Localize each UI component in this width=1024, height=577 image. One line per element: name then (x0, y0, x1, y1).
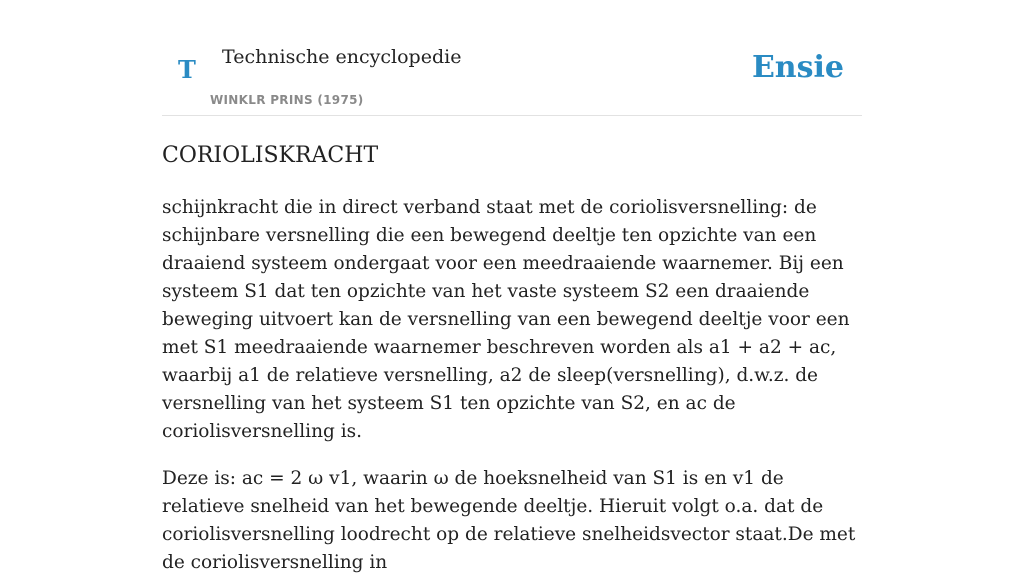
page (162, 0, 862, 577)
book-subtitle: WINKLR PRINS (1975) (210, 93, 364, 107)
ensie-logo[interactable]: Ensie (751, 50, 844, 85)
book-title-link[interactable]: Technische encyclopedie (222, 46, 462, 68)
article-paragraph-1: schijnkracht die in direct verband staat met de coriolisversnelling: de schijnbare versnelling die een bewegend deeltje ten opzichte van een draaiend systeem ondergaat voor een meedraaiende waarnemer. Bij een systeem S1 dat ten opzichte van het vaste systeem S2 een draaiende beweging uitvoert kan de versnelling van een bewegend deeltje voor een met S1 meedraaiende waarnemer beschreven worden als a1 + a2 + ac, waarbij a1 de relatieve versnelling, a2 de sleep(versnelling), d.w.z. de versnelling van het systeem S1 ten opzichte van S2, en ac de coriolisversnelling is. (162, 197, 850, 442)
book-letter-logo[interactable]: T (178, 55, 196, 84)
book-header (162, 0, 862, 116)
article-paragraph-2: Deze is: ac = 2 ω v1, waarin ω de hoeksnelheid van S1 is en v1 de relatieve snelheid van het bewegende deeltje. Hieruit volgt o.a. dat de coriolisversnelling loodrecht op de relatieve snelheidsvector staat.De met de coriolisversnelling in (162, 468, 856, 573)
article-headword: CORIOLISKRACHT (162, 143, 379, 168)
